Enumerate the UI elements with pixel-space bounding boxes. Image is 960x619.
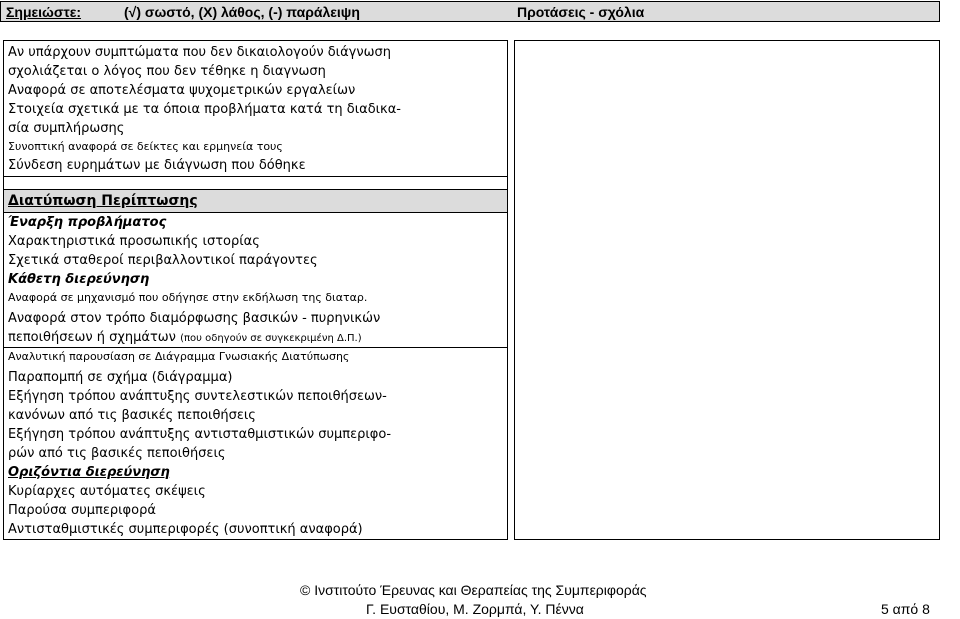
list-item: ρών από τις βασικές πεποιθήσεις: [8, 446, 226, 461]
onset-heading: Έναρξη προβλήματος: [8, 215, 167, 230]
list-item: πεποιθήσεων ή σχημάτων (που οδηγούν σε συγκεκριμένη Δ.Π.): [4, 328, 507, 348]
list-item: σχολιάζεται ο λόγος που δεν τέθηκε η διαγνωση: [8, 64, 326, 79]
list-item: Παραπομπή σε σχήμα (διάγραμμα): [8, 370, 233, 385]
footer-authors: Γ. Ευσταθίου, Μ. Ζορμπά, Υ. Πέννα: [366, 601, 584, 617]
list-item: Εξήγηση τρόπου ανάπτυξης αντισταθμιστικών συμπεριφο-: [8, 427, 392, 442]
list-item: Παρούσα συμπεριφορά: [8, 503, 156, 518]
list-item: Αναλυτική παρουσίαση σε Διάγραμμα Γνωσιακής Διατύπωσης: [8, 350, 350, 363]
list-item: Αναφορά σε αποτελέσματα ψυχομετρικών εργαλείων: [8, 83, 356, 98]
list-item: Κυρίαρχες αυτόματες σκέψεις: [8, 484, 206, 499]
list-item: Χαρακτηριστικά προσωπικής ιστορίας: [8, 234, 260, 249]
list-item: Αντισταθμιστικές συμπεριφορές (συνοπτική αναφορά): [8, 522, 363, 537]
list-item: Αναφορά σε μηχανισμό που οδήγησε στην εκδήλωση της διαταρ.: [8, 291, 368, 304]
list-item: Σχετικά σταθεροί περιβαλλοντικοί παράγοντες: [8, 253, 318, 268]
list-item: κανόνων από τις βασικές πεποιθήσεις: [8, 408, 256, 423]
legend-text: (√) σωστό, (Χ) λάθος, (-) παράλειψη: [124, 4, 360, 20]
header-bar: [0, 1, 940, 22]
horizontal-heading: Οριζόντια διερεύνηση: [8, 465, 170, 480]
list-item: σία συμπλήρωσης: [8, 121, 125, 136]
section-title: Διατύπωση Περίπτωσης: [4, 189, 507, 213]
comments-column: [514, 40, 940, 540]
footer-copyright: © Ινστιτούτο Έρευνας και Θεραπείας της Συμπεριφοράς: [300, 582, 647, 598]
list-item: Εξήγηση τρόπου ανάπτυξης συντελεστικών πεποιθήσεων-: [8, 389, 387, 404]
list-item: Σύνδεση ευρημάτων με διάγνωση που δόθηκε: [4, 156, 507, 177]
list-item: Αναφορά στον τρόπο διαμόρφωσης βασικών - πυρηνικών: [8, 311, 381, 326]
checklist-column: [3, 40, 508, 540]
list-item: Στοιχεία σχετικά με τα όποια προβλήματα κατά τη διαδικα-: [8, 102, 401, 117]
vertical-heading: Κάθετη διερεύνηση: [8, 272, 150, 287]
suggestions-label: Προτάσεις - σχόλια: [517, 4, 645, 20]
list-item: Αν υπάρχουν συμπτώματα που δεν δικαιολογούν διάγνωση: [8, 45, 391, 60]
notes-label: Σημειώστε:: [6, 4, 82, 20]
block-assessment: [4, 41, 507, 177]
list-item: Συνοπτική αναφορά σε δείκτες και ερμηνεία τους: [8, 140, 283, 153]
page-number: 5 από 8: [881, 601, 930, 617]
